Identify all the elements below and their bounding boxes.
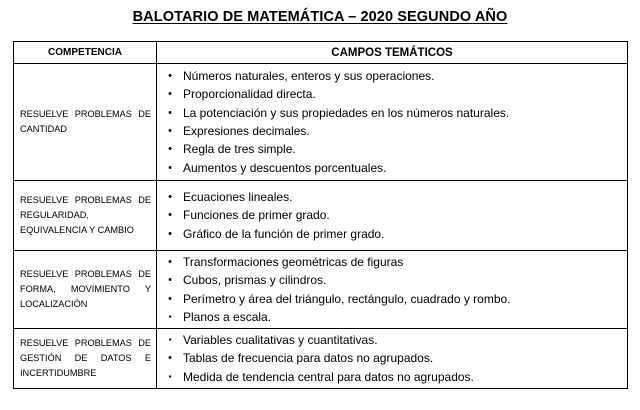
competencia-label: RESUELVE PROBLEMAS DE CANTIDAD — [20, 109, 151, 134]
round-bullet-icon: • — [168, 227, 172, 240]
topic-list — [157, 65, 627, 179]
list-item — [163, 331, 627, 349]
table-row — [14, 64, 628, 181]
topic-text: Cubos, prismas y cilindros. — [183, 273, 327, 288]
round-bullet-icon: • — [168, 191, 172, 204]
balotario-table — [13, 41, 628, 389]
round-bullet-icon: • — [168, 352, 172, 365]
topic-list — [157, 329, 627, 388]
topic-text: Funciones de primer grado. — [183, 208, 330, 223]
header-competencia: COMPETENCIA — [14, 42, 157, 64]
topic-text: La potenciación y sus propiedades en los números naturales. — [183, 105, 510, 120]
campos-tematicos-cell — [157, 181, 628, 251]
topic-text: Expresiones decimales. — [183, 124, 310, 138]
list-item — [163, 104, 627, 122]
list-item — [163, 225, 627, 243]
competencia-cell — [14, 181, 157, 251]
round-bullet-icon: • — [168, 256, 172, 268]
topic-text: Perímetro y área del triángulo, rectángulo, cuadrado y rombo. — [183, 291, 511, 306]
topic-text: Gráfico de la función de primer grado. — [183, 226, 385, 241]
topic-text: Ecuaciones lineales. — [183, 190, 293, 205]
square-bullet-icon: ▪ — [168, 311, 172, 321]
list-item — [163, 368, 627, 386]
topic-text: Variables cualitativas y cuantitativas. — [183, 333, 378, 348]
table-header-row — [14, 42, 628, 64]
table-row — [14, 329, 628, 389]
topic-text: Planos a escala. — [183, 309, 272, 324]
list-item — [163, 290, 627, 308]
round-bullet-icon: • — [168, 274, 172, 287]
list-item — [163, 159, 627, 177]
list-item — [163, 140, 627, 158]
topic-text: Regla de tres simple. — [183, 142, 296, 157]
document-title — [0, 9, 640, 25]
list-item — [163, 253, 627, 271]
round-bullet-icon: • — [168, 209, 172, 222]
topic-text: Transformaciones geométricas de figuras — [183, 255, 404, 269]
topic-list — [157, 251, 627, 328]
competencia-cell — [14, 329, 157, 389]
table-body — [14, 64, 628, 389]
round-bullet-icon: • — [168, 125, 172, 137]
competencia-cell — [14, 251, 157, 329]
campos-tematicos-cell — [157, 64, 628, 181]
round-bullet-icon: • — [168, 143, 172, 156]
competencia-cell — [14, 64, 157, 181]
list-item — [163, 188, 627, 206]
round-bullet-icon: • — [168, 106, 172, 119]
campos-tematicos-cell — [157, 329, 628, 389]
list-item — [163, 271, 627, 289]
round-bullet-icon: • — [168, 161, 172, 174]
topic-text: Medida de tendencia central para datos no agrupados. — [183, 369, 474, 384]
round-bullet-icon: • — [168, 70, 172, 83]
list-item — [163, 308, 627, 326]
competencia-label: RESUELVE PROBLEMAS DE FORMA, MOVIMIENTO Y LOCALIZACIÓN — [20, 269, 151, 310]
competencia-label: RESUELVE PROBLEMAS DE REGULARIDAD, EQUIVALENCIA Y CAMBIO — [20, 195, 151, 235]
list-item — [163, 67, 627, 85]
round-bullet-icon: • — [168, 292, 172, 305]
topic-list — [157, 186, 627, 245]
square-bullet-icon: ▪ — [168, 371, 172, 381]
document-title-text: BALOTARIO DE MATEMÁTICA – 2020 SEGUNDO AÑO — [132, 9, 508, 25]
table-row — [14, 181, 628, 251]
list-item — [163, 85, 627, 103]
header-campos-tematicos: CAMPOS TEMÁTICOS — [157, 42, 628, 64]
square-bullet-icon: ▪ — [168, 335, 172, 345]
round-bullet-icon: • — [168, 88, 172, 101]
list-item — [163, 122, 627, 140]
campos-tematicos-cell — [157, 251, 628, 329]
topic-text: Números naturales, enteros y sus operaciones. — [183, 69, 435, 84]
list-item — [163, 206, 627, 224]
topic-text: Tablas de frecuencia para datos no agrupados. — [183, 351, 434, 366]
list-item — [163, 349, 627, 367]
table-row — [14, 251, 628, 329]
competencia-label: RESUELVE PROBLEMAS DE GESTIÓN DE DATOS E INCERTIDUMBRE — [20, 338, 151, 379]
topic-text: Proporcionalidad directa. — [183, 87, 316, 102]
topic-text: Aumentos y descuentos porcentuales. — [183, 160, 387, 175]
